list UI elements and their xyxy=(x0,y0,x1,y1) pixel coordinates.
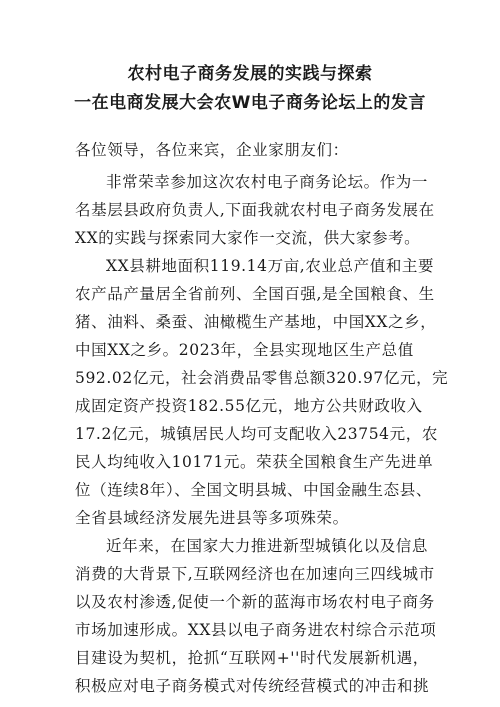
text-line: 民人均纯收入10171元。荣获全国粮食生产先进单 xyxy=(75,453,434,471)
text-line: 以及农村渗透,促使一个新的蓝海市场农村电子商务 xyxy=(75,593,435,611)
text-line: XX县耕地面积119.14万亩,农业总产值和主要 xyxy=(106,257,435,275)
document-subtitle: 一在电商发展大会农W电子商务论坛上的发言 xyxy=(74,93,426,113)
text-line: 消费的大背景下,互联网经济也在加速向三四线城市 xyxy=(75,565,435,583)
text-line: 非常荣幸参加这次农村电子商务论坛。作为一 xyxy=(106,173,429,191)
text-line: XX的实践与探索同大家作一交流，供大家参考。 xyxy=(75,229,421,247)
text-line: 中国XX之乡。2023年，全县实现地区生产总值 xyxy=(75,341,414,359)
text-line: 全省县域经济发展先进县等多项殊荣。 xyxy=(75,509,349,527)
document-title: 农村电子商务发展的实践与探索 xyxy=(127,64,373,84)
text-line: 目建设为契机，抢抓“互联网+''时代发展新机遇， xyxy=(75,649,429,667)
text-line: 农产品产量居全省前列、全国百强,是全国粮食、生 xyxy=(75,285,435,303)
text-line-greeting: 各位领导，各位来宾，企业家朋友们： xyxy=(75,141,349,159)
text-line: 592.02亿元，社会消费品零售总额320.97亿元，完 xyxy=(75,369,449,387)
text-line: 猪、油料、桑蚕、油橄榄生产基地，中国XX之乡， xyxy=(75,313,437,331)
text-line: 积极应对电子商务模式对传统经营模式的冲击和挑 xyxy=(75,677,430,695)
text-line: 成固定资产投资182.55亿元，地方公共财政收入 xyxy=(75,397,423,415)
text-line: 位（连续8年）、全国文明县城、中国金融生态县、 xyxy=(75,481,432,499)
text-line: 名基层县政府负责人,下面我就农村电子商务发展在 xyxy=(75,201,435,219)
text-line: 近年来，在国家大力推进新型城镇化以及信息 xyxy=(106,537,429,555)
text-line: 市场加速形成。XX县以电子商务进农村综合示范项 xyxy=(75,621,437,639)
text-line: 17.2亿元，城镇居民人均可支配收入23754元，农 xyxy=(75,425,438,443)
